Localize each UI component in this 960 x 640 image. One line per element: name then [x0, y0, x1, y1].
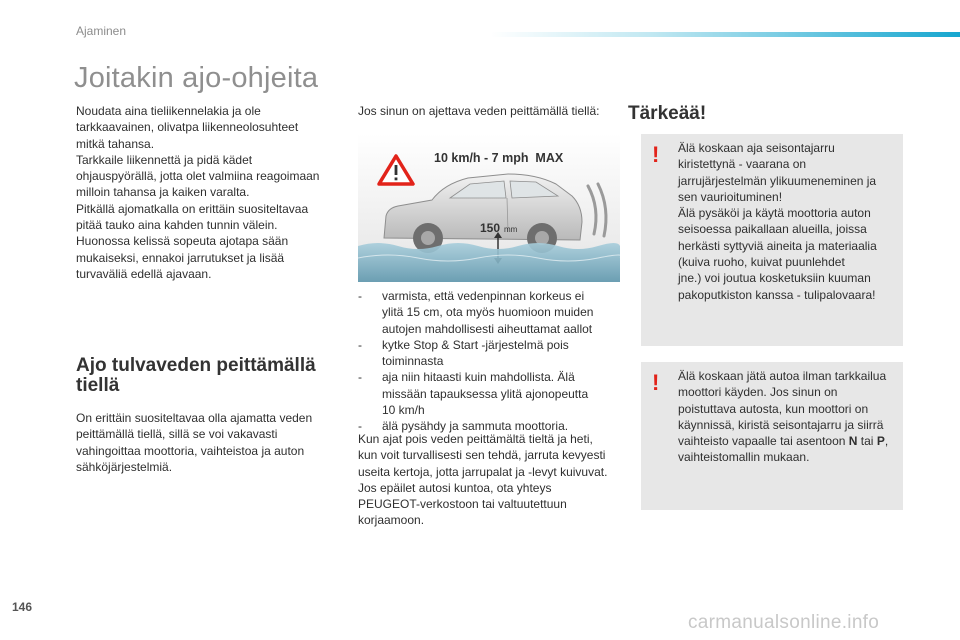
text-line: Älä koskaan aja seisontajarru: [678, 141, 835, 155]
text-line: autojen mahdollisesti aiheuttamat aallot: [382, 321, 593, 336]
gear-n-label: N: [848, 434, 858, 449]
list-dash: -: [358, 337, 362, 352]
warning-text: [678, 368, 893, 466]
list-item: [358, 288, 623, 337]
text-line: tarkkaavainen, olivatpa liikenneolosuhteet: [76, 120, 299, 135]
text-line: 10 km/h: [382, 403, 425, 418]
text-line: milloin tahansa ja kaiken varalta.: [76, 185, 250, 200]
flood-after-paragraph: [358, 431, 623, 529]
text-line: kytke Stop & Start -järjestelmä pois: [382, 337, 569, 352]
list-dash: -: [358, 419, 362, 434]
text-line: käynnissä, kiristä seisontajarru ja siirrä: [678, 417, 884, 432]
water-depth-value: 150: [480, 221, 501, 235]
list-item: [358, 369, 623, 418]
text-line: ylitä 15 cm, ota myös huomioon muiden: [382, 305, 594, 320]
water-depth-unit: mm: [504, 225, 518, 234]
text-line: seisoessa paikallaan alueilla, joissa: [678, 222, 867, 237]
text-line: [678, 433, 893, 449]
warning-text: [678, 140, 893, 303]
flood-driving-checklist: [358, 288, 623, 435]
flood-section-title: [76, 356, 344, 396]
text-line: Noudata aina tieliikennelakia ja ole: [76, 104, 261, 118]
site-watermark: carmanualsonline.info: [688, 612, 880, 633]
list-dash: -: [358, 370, 362, 385]
text-fragment: ,: [884, 434, 889, 449]
flood-title-line: Ajo tulvaveden peittämällä: [76, 355, 316, 376]
text-line: vaihteistomallin mukaan.: [678, 450, 810, 465]
text-line: herkästi syttyviä aineita ja materiaalia: [678, 238, 877, 253]
text-line: mukaiseksi, ennakoi jarrutukset ja lisää: [76, 250, 285, 265]
text-line: mitkä tahansa.: [76, 136, 155, 151]
text-line: pakoputkiston kanssa - tulipalovaara!: [678, 287, 876, 302]
text-line: toiminnasta: [382, 354, 444, 369]
page-number: 146: [12, 600, 33, 614]
text-line: Älä koskaan jätä autoa ilman tarkkailua: [678, 369, 887, 383]
intro-paragraph: [76, 103, 338, 282]
text-fragment: tai: [857, 434, 877, 449]
text-line: jne.) voi joutua kosketuksiin kuuman: [678, 271, 871, 286]
section-label: Ajaminen: [76, 24, 127, 38]
text-fragment: vaihteisto vapaalle tai asentoon: [678, 434, 849, 449]
text-line: kun voit turvallisesti sen tehdä, jarruta kevyesti: [358, 448, 606, 463]
list-dash: -: [358, 289, 362, 303]
header-accent-bar: [490, 32, 960, 37]
important-title: Tärkeää!: [628, 103, 707, 124]
page-title: Joitakin ajo-ohjeita: [74, 62, 319, 94]
warning-exclamation-icon: !: [652, 370, 660, 395]
text-line: aja niin hitaasti kuin mahdollista. Älä: [382, 370, 575, 385]
text-line: Huonossa kelissä sopeuta ajotapa sään: [76, 234, 289, 249]
text-line: Pitkällä ajomatkalla on erittäin suositeltavaa: [76, 201, 309, 216]
text-line: varmista, että vedenpinnan korkeus ei: [382, 289, 585, 303]
text-line: PEUGEOT-verkostoon tai valtuutettuun: [358, 497, 567, 512]
gear-p-label: P: [876, 434, 885, 449]
text-line: vahingoittaa moottoria, vaihteistoa ja auton: [76, 443, 305, 458]
text-line: useita kertoja, jotta jarrupalat ja -levyt kuivuvat.: [358, 464, 608, 479]
text-line: Tarkkaile liikennettä ja pidä kädet: [76, 152, 253, 167]
text-line: sen vaurioituminen!: [678, 189, 783, 204]
text-line: missään tapauksessa ylitä ajonopeutta: [382, 386, 589, 401]
text-line: ohjauspyörällä, jotta olet valmiina reagoimaan: [76, 169, 320, 184]
flooded-road-illustration: [358, 134, 620, 282]
text-line: Älä pysäköi ja käytä moottoria auton: [678, 206, 871, 221]
text-line: poistuttava autosta, kun moottori on: [678, 401, 869, 416]
text-line: Jos epäilet autosi kuntoa, ota yhteys: [358, 480, 552, 495]
text-line: Kun ajat pois veden peittämältä tieltä ja heti,: [358, 432, 593, 446]
text-line: (kuiva ruoho, kuivat puunlehdet: [678, 255, 845, 270]
list-item: [358, 337, 623, 370]
text-line: turvaväliä edellä ajavaan.: [76, 266, 212, 281]
text-line: On erittäin suositeltavaa olla ajamatta veden: [76, 411, 313, 425]
text-line: jarrujärjestelmän ylikuumeneminen ja: [678, 173, 877, 188]
text-line: peittämällä tiellä, sillä se voi vakavasti: [76, 427, 278, 442]
text-line: sähköjärjestelmiä.: [76, 459, 173, 474]
warning-box-parking-brake: [641, 134, 903, 346]
text-line: korjaamoon.: [358, 513, 425, 528]
text-line: älä pysähdy ja sammuta moottoria.: [382, 419, 569, 434]
flood-instructions-intro: Jos sinun on ajettava veden peittämällä tiellä:: [358, 104, 600, 118]
text-line: pitää tauko aina kahden tunnin välein.: [76, 218, 278, 233]
warning-box-engine-running: [641, 362, 903, 510]
text-line: moottori käyden. Jos sinun on: [678, 385, 838, 400]
warning-exclamation-icon: !: [652, 142, 660, 167]
speed-limit-label: 10 km/h - 7 mph MAX: [434, 151, 564, 165]
text-line: kiristettynä - vaarana on: [678, 157, 807, 172]
flood-title-line: tiellä: [76, 375, 120, 396]
flood-section-text: [76, 410, 344, 475]
